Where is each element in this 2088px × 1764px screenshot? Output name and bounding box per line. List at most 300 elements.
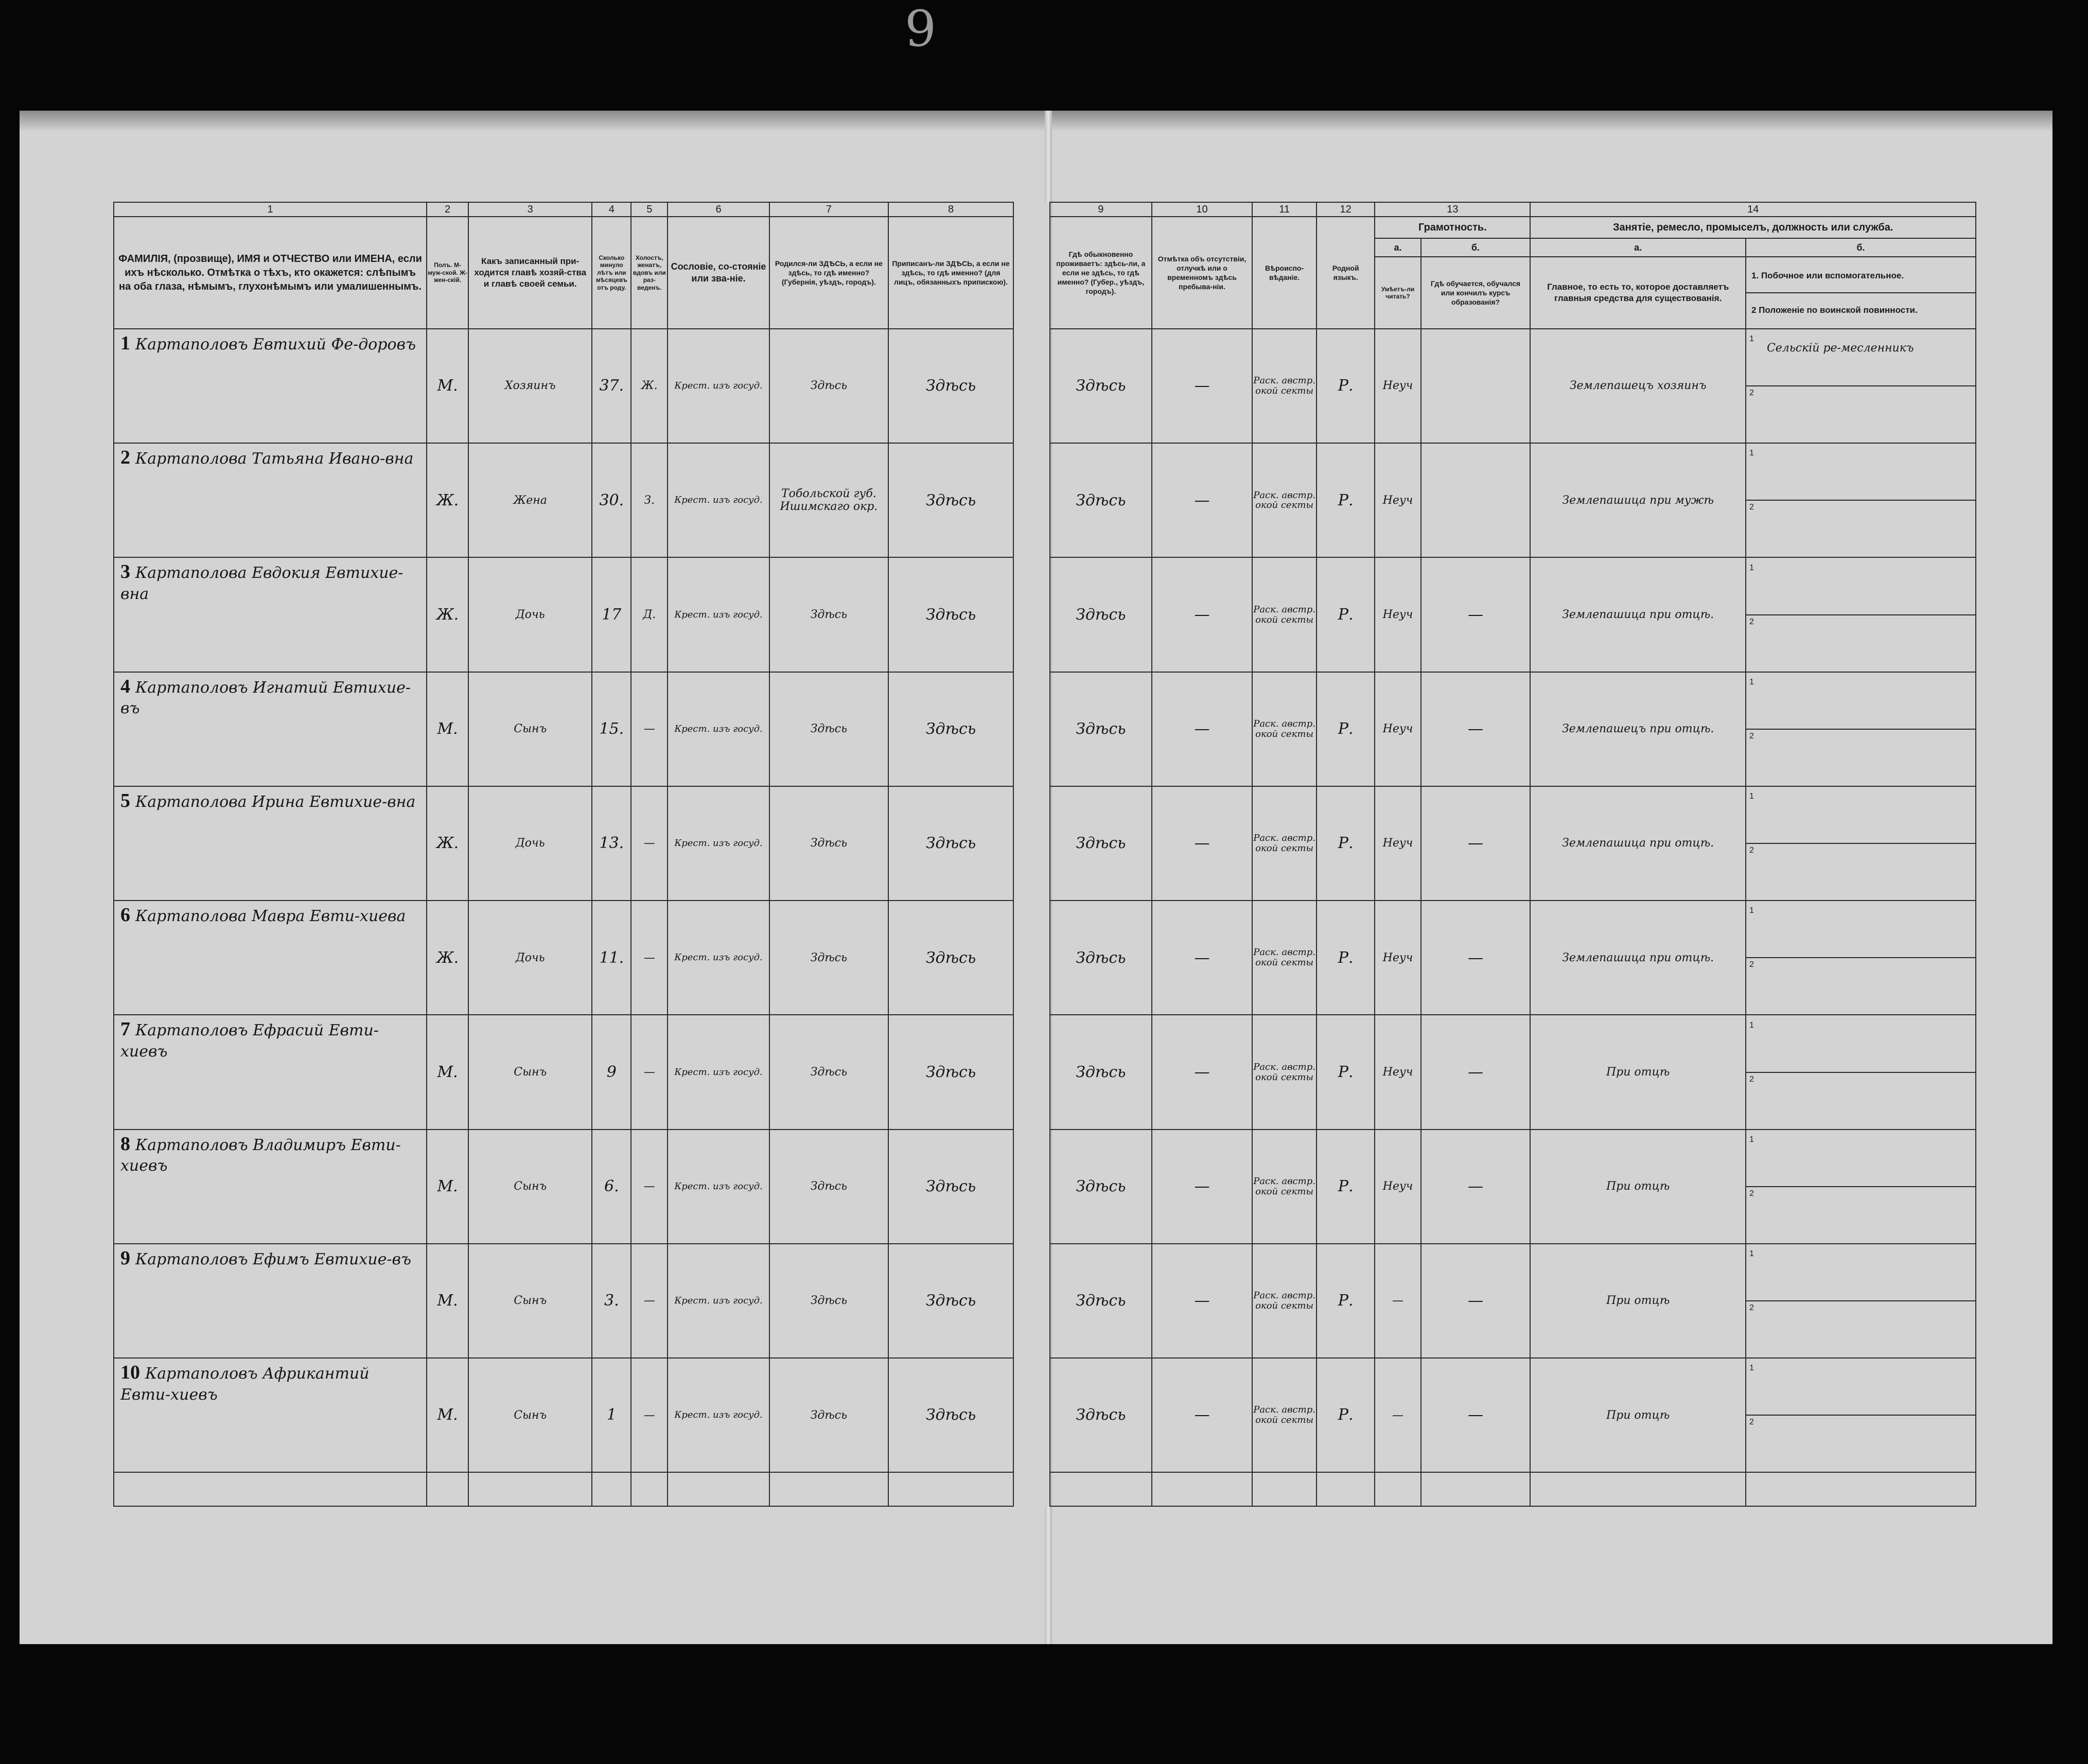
side-occupation-cell [1746, 1130, 1976, 1244]
row-number: 2 [120, 447, 130, 469]
colnum-6: 6 [668, 202, 769, 217]
birthplace-cell: Здѣсь [769, 1015, 888, 1129]
sex-cell: М. [427, 1244, 468, 1358]
table-row [114, 1130, 1976, 1244]
person-name-cell [114, 329, 427, 443]
row-number: 9 [120, 1247, 130, 1269]
side-occupation-cell [1746, 672, 1976, 786]
registered-at-cell: Здѣсь [888, 1358, 1013, 1472]
side-line-number: 1 [1749, 906, 1754, 915]
estate-cell: Крест. изъ госуд. [668, 1130, 769, 1244]
relation-cell: Сынъ [468, 1358, 592, 1472]
native-language-cell: Р. [1317, 443, 1375, 557]
residence-cell: Здѣсь [1050, 1358, 1152, 1472]
estate-cell: Крест. изъ госуд. [668, 1244, 769, 1358]
table-row [114, 1015, 1976, 1129]
side-line-number: 1 [1749, 449, 1754, 458]
registered-at-cell: Здѣсь [888, 1015, 1013, 1129]
residence-cell: Здѣсь [1050, 901, 1152, 1015]
age-cell: 17 [592, 557, 631, 672]
person-name: Картаполова Мавра Евти-хиева [135, 907, 406, 926]
side-line-number: 1 [1749, 792, 1754, 801]
side-line-number: 2 [1749, 1418, 1754, 1427]
empty-cell [114, 1472, 427, 1506]
absence-mark-cell: — [1152, 1130, 1253, 1244]
side-occupation-cell [1746, 786, 1976, 901]
can-read-cell: — [1375, 1244, 1420, 1358]
relation-cell: Дочь [468, 901, 592, 1015]
religion-cell: Раск. австр. окой секты [1252, 1358, 1317, 1472]
person-name: Картаполова Татьяна Ивано-вна [135, 450, 414, 468]
religion-cell: Раск. австр. окой секты [1252, 672, 1317, 786]
table-row [114, 557, 1976, 672]
empty-cell [631, 1472, 668, 1506]
side-line-1 [1746, 904, 1975, 958]
main-occupation-cell: Землепашецъ хозяинъ [1530, 329, 1746, 443]
header-name: ФАМИЛІЯ, (прозвище), ИМЯ и ОТЧЕСТВО или ИМЕНА, если ихъ нѣсколько. Отмѣтка о тѣхъ, кто окажется: слѣпымъ на оба глаза, нѣмымъ, глухонѣмымъ или умалишеннымъ. [114, 217, 427, 329]
marital-status-cell: — [631, 1015, 668, 1129]
header-side-occupation [1746, 257, 1976, 329]
person-name: Картаполовъ Африкантий Евти-хиевъ [120, 1365, 370, 1404]
fold-gap-cell [1013, 557, 1050, 672]
residence-cell: Здѣсь [1050, 1244, 1152, 1358]
person-name-cell [114, 443, 427, 557]
header-relation: Какъ записанный при-ходится главѣ хозяй-ства и главѣ своей семьи. [468, 217, 592, 329]
side-line-number: 1 [1749, 334, 1754, 344]
fold-gap-cell [1013, 786, 1050, 901]
header-resides: Гдѣ обыкновенно проживаетъ: здѣсь-ли, а если не здѣсь, то гдѣ именно? (Губер., уѣздъ, городъ). [1050, 217, 1152, 329]
native-language-cell: Р. [1317, 672, 1375, 786]
can-read-cell: — [1375, 1358, 1420, 1472]
registered-at-cell: Здѣсь [888, 901, 1013, 1015]
header-row-1 [114, 217, 1976, 238]
estate-cell: Крест. изъ госуд. [668, 557, 769, 672]
fold-gap-cell [1013, 1130, 1050, 1244]
empty-cell [468, 1472, 592, 1506]
side-line-number: 2 [1749, 617, 1754, 626]
fold-gap [1013, 202, 1050, 217]
side-occupation-cell [1746, 901, 1976, 1015]
fold-gap-cell [1013, 1015, 1050, 1129]
residence-cell: Здѣсь [1050, 672, 1152, 786]
side-line-2 [1746, 501, 1975, 554]
side-line-2 [1746, 1187, 1975, 1240]
empty-cell [1050, 1472, 1152, 1506]
main-occupation-cell: При отцѣ [1530, 1130, 1746, 1244]
side-line-number: 2 [1749, 503, 1754, 512]
main-occupation-cell: При отцѣ [1530, 1015, 1746, 1129]
table-row [114, 786, 1976, 901]
fold-gap-cell [1013, 672, 1050, 786]
registered-at-cell: Здѣсь [888, 786, 1013, 901]
sex-cell: М. [427, 329, 468, 443]
person-name-cell [114, 1358, 427, 1472]
empty-cell [888, 1472, 1013, 1506]
census-rows [114, 329, 1976, 1506]
age-cell: 37. [592, 329, 631, 443]
header-marital: Холостъ, женатъ, вдовъ или раз-веденъ. [631, 217, 668, 329]
side-line-1 [1746, 676, 1975, 730]
row-number: 8 [120, 1133, 130, 1155]
row-number: 10 [120, 1362, 140, 1384]
residence-cell: Здѣсь [1050, 786, 1152, 901]
side-line-number: 2 [1749, 960, 1754, 969]
main-occupation-cell: При отцѣ [1530, 1358, 1746, 1472]
native-language-cell: Р. [1317, 557, 1375, 672]
native-language-cell: Р. [1317, 1244, 1375, 1358]
bottom-empty-row [114, 1472, 1976, 1506]
person-name-cell [114, 1130, 427, 1244]
person-name: Картаполовъ Ефрасий Евти-хиевъ [120, 1021, 379, 1061]
person-name-cell [114, 901, 427, 1015]
residence-cell: Здѣсь [1050, 329, 1152, 443]
person-name: Картаполова Евдокия Евтихие-вна [120, 564, 403, 603]
sex-cell: М. [427, 1358, 468, 1472]
side-line-number: 2 [1749, 389, 1754, 398]
side-occupation-cell [1746, 329, 1976, 443]
sheet-top-shadow [20, 111, 2052, 131]
marital-status-cell: — [631, 1130, 668, 1244]
residence-cell: Здѣсь [1050, 443, 1152, 557]
side-line-2 [1746, 615, 1975, 668]
native-language-cell: Р. [1317, 786, 1375, 901]
can-read-cell: Неуч [1375, 672, 1420, 786]
fold-gap-cell [1013, 443, 1050, 557]
person-name-cell [114, 1015, 427, 1129]
marital-status-cell: — [631, 901, 668, 1015]
header-literacy-a-letter: а. [1375, 238, 1420, 257]
empty-cell [1375, 1472, 1420, 1506]
side-occupation-cell [1746, 1244, 1976, 1358]
header-born: Родился-ли ЗДѢСЬ, а если не здѣсь, то гдѣ именно? (Губернія, уѣздъ, городъ). [769, 217, 888, 329]
side-line-number: 2 [1749, 1074, 1754, 1084]
colnum-12: 12 [1317, 202, 1375, 217]
relation-cell: Сынъ [468, 1130, 592, 1244]
row-number: 1 [120, 332, 130, 354]
birthplace-cell: Здѣсь [769, 1130, 888, 1244]
can-read-cell: Неуч [1375, 786, 1420, 901]
registered-at-cell: Здѣсь [888, 557, 1013, 672]
colnum-10: 10 [1152, 202, 1253, 217]
side-line-2 [1746, 1416, 1975, 1469]
header-literacy-b-letter: б. [1421, 238, 1531, 257]
side-line-1 [1746, 1019, 1975, 1073]
header-side-1: 1. Побочное или вспомогательное. [1746, 258, 1975, 293]
colnum-13: 13 [1375, 202, 1530, 217]
birthplace-cell: Здѣсь [769, 1358, 888, 1472]
side-line-number: 1 [1749, 1364, 1754, 1373]
column-number-row [114, 202, 1976, 217]
relation-cell: Сынъ [468, 1244, 592, 1358]
native-language-cell: Р. [1317, 1358, 1375, 1472]
residence-cell: Здѣсь [1050, 557, 1152, 672]
colnum-8: 8 [888, 202, 1013, 217]
age-cell: 15. [592, 672, 631, 786]
row-number: 5 [120, 789, 130, 812]
education-cell: — [1421, 1244, 1531, 1358]
main-occupation-cell: Землепашица при отцѣ. [1530, 557, 1746, 672]
empty-cell [769, 1472, 888, 1506]
marital-status-cell: З. [631, 443, 668, 557]
side-line-2 [1746, 386, 1975, 439]
empty-cell [427, 1472, 468, 1506]
absence-mark-cell: — [1152, 329, 1253, 443]
side-line-number: 1 [1749, 563, 1754, 572]
colnum-11: 11 [1252, 202, 1317, 217]
side-line-number: 2 [1749, 846, 1754, 855]
header-main-occupation: Главное, то есть то, которое доставляетъ главныя средства для существованія. [1530, 257, 1746, 329]
side-line-number: 2 [1749, 731, 1754, 740]
empty-cell [668, 1472, 769, 1506]
side-line-1 [1746, 447, 1975, 501]
can-read-cell: Неуч [1375, 1130, 1420, 1244]
relation-cell: Дочь [468, 557, 592, 672]
can-read-cell: Неуч [1375, 443, 1420, 557]
education-cell: — [1421, 1130, 1531, 1244]
relation-cell: Дочь [468, 786, 592, 901]
absence-mark-cell: — [1152, 1015, 1253, 1129]
can-read-cell: Неуч [1375, 901, 1420, 1015]
side-line-1 [1746, 1133, 1975, 1187]
header-occupation-a-letter: а. [1530, 238, 1746, 257]
fold-gap-cell [1013, 1358, 1050, 1472]
colnum-3: 3 [468, 202, 592, 217]
relation-cell: Сынъ [468, 1015, 592, 1129]
side-line-value: Сельскій ре-месленникъ [1766, 342, 1914, 355]
sex-cell: Ж. [427, 557, 468, 672]
side-line-number: 1 [1749, 677, 1754, 686]
estate-cell: Крест. изъ госуд. [668, 329, 769, 443]
person-name: Картаполова Ирина Евтихие-вна [135, 792, 416, 811]
religion-cell: Раск. австр. окой секты [1252, 1244, 1317, 1358]
header-side-2: 2 Положеніе по воинской повинности. [1751, 305, 1918, 315]
side-occupation-cell [1746, 1015, 1976, 1129]
marital-status-cell: Ж. [631, 329, 668, 443]
birthplace-cell: Здѣсь [769, 557, 888, 672]
age-cell: 30. [592, 443, 631, 557]
main-occupation-cell: Землепашица при отцѣ. [1530, 901, 1746, 1015]
colnum-4: 4 [592, 202, 631, 217]
religion-cell: Раск. австр. окой секты [1252, 1015, 1317, 1129]
religion-cell: Раск. австр. окой секты [1252, 901, 1317, 1015]
can-read-cell: Неуч [1375, 329, 1420, 443]
residence-cell: Здѣсь [1050, 1015, 1152, 1129]
side-line-2 [1746, 844, 1975, 897]
header-religion: Вѣроиспо-вѣданіе. [1252, 217, 1317, 329]
registered-at-cell: Здѣсь [888, 672, 1013, 786]
age-cell: 13. [592, 786, 631, 901]
side-line-2 [1746, 1301, 1975, 1354]
education-cell: — [1421, 1358, 1531, 1472]
religion-cell: Раск. австр. окой секты [1252, 329, 1317, 443]
age-cell: 6. [592, 1130, 631, 1244]
table-row [114, 1244, 1976, 1358]
marital-status-cell: — [631, 786, 668, 901]
marital-status-cell: — [631, 1244, 668, 1358]
table-row [114, 443, 1976, 557]
row-number: 4 [120, 675, 130, 697]
education-cell: — [1421, 1015, 1531, 1129]
row-number: 3 [120, 561, 130, 583]
education-cell: — [1421, 786, 1531, 901]
empty-cell [1317, 1472, 1375, 1506]
person-name-cell [114, 1244, 427, 1358]
estate-cell: Крест. изъ госуд. [668, 1015, 769, 1129]
estate-cell: Крест. изъ госуд. [668, 1358, 769, 1472]
registered-at-cell: Здѣсь [888, 1130, 1013, 1244]
sex-cell: М. [427, 1015, 468, 1129]
side-line-2 [1746, 1073, 1975, 1126]
religion-cell: Раск. австр. окой секты [1252, 786, 1317, 901]
person-name: Картаполовъ Ефимъ Евтихие-въ [135, 1250, 412, 1268]
header-literacy-group: Грамотность. [1375, 217, 1530, 238]
colnum-5: 5 [631, 202, 668, 217]
religion-cell: Раск. австр. окой секты [1252, 1130, 1317, 1244]
main-occupation-cell: Землепашица при мужѣ [1530, 443, 1746, 557]
registered-at-cell: Здѣсь [888, 329, 1013, 443]
native-language-cell: Р. [1317, 329, 1375, 443]
header-occupation-group: Занятіе, ремесло, промыселъ, должность или служба. [1530, 217, 1976, 238]
page-number: 9 [905, 0, 937, 58]
person-name-cell [114, 672, 427, 786]
main-occupation-cell: Землепашецъ при отцѣ. [1530, 672, 1746, 786]
age-cell: 11. [592, 901, 631, 1015]
absence-mark-cell: — [1152, 443, 1253, 557]
estate-cell: Крест. изъ госуд. [668, 443, 769, 557]
person-name: Картаполовъ Игнатий Евтихие-въ [120, 678, 411, 718]
side-line-number: 1 [1749, 1020, 1754, 1030]
header-estate: Сословіе, со-стояніе или зва-ніе. [668, 217, 769, 329]
education-cell: — [1421, 557, 1531, 672]
residence-cell: Здѣсь [1050, 1130, 1152, 1244]
absence-mark-cell: — [1152, 557, 1253, 672]
religion-cell: Раск. австр. окой секты [1252, 443, 1317, 557]
header-sex: Полъ. М-муж-ской. Ж-жен-скій. [427, 217, 468, 329]
side-line-number: 2 [1749, 1189, 1754, 1198]
fold-gap-cell [1013, 329, 1050, 443]
estate-cell: Крест. изъ госуд. [668, 786, 769, 901]
birthplace-cell: Здѣсь [769, 1244, 888, 1358]
person-name-cell [114, 786, 427, 901]
marital-status-cell: — [631, 672, 668, 786]
side-line-number: 1 [1749, 1249, 1754, 1258]
header-language: Родной языкъ. [1317, 217, 1375, 329]
sex-cell: Ж. [427, 443, 468, 557]
marital-status-cell: Д. [631, 557, 668, 672]
header-absence: Отмѣтка объ отсутствіи, отлучкѣ или о временномъ здѣсь пребыва-ніи. [1152, 217, 1253, 329]
absence-mark-cell: — [1152, 672, 1253, 786]
header-registered: Приписанъ-ли ЗДѢСЬ, а если не здѣсь, то гдѣ именно? (для лицъ, обязанныхъ припискою). [888, 217, 1013, 329]
person-name-cell [114, 557, 427, 672]
person-name: Картаполовъ Евтихий Фе-доровъ [135, 336, 416, 354]
side-line-2 [1746, 958, 1975, 1011]
absence-mark-cell: — [1152, 1358, 1253, 1472]
education-cell [1421, 443, 1531, 557]
side-occupation-cell [1746, 1358, 1976, 1472]
side-line-1 [1746, 790, 1975, 844]
table-row [114, 1358, 1976, 1472]
census-table [113, 202, 1976, 1507]
birthplace-cell: Здѣсь [769, 329, 888, 443]
registered-at-cell: Здѣсь [888, 443, 1013, 557]
absence-mark-cell: — [1152, 901, 1253, 1015]
religion-cell: Раск. австр. окой секты [1252, 557, 1317, 672]
sex-cell: М. [427, 1130, 468, 1244]
estate-cell: Крест. изъ госуд. [668, 672, 769, 786]
header-can-read: Умѣетъ-ли читать? [1375, 257, 1420, 329]
side-line-number: 1 [1749, 1135, 1754, 1144]
education-cell: — [1421, 901, 1531, 1015]
sex-cell: М. [427, 672, 468, 786]
side-line-1 [1746, 1247, 1975, 1301]
age-cell: 9 [592, 1015, 631, 1129]
education-cell: — [1421, 672, 1531, 786]
side-occupation-cell [1746, 557, 1976, 672]
sex-cell: Ж. [427, 786, 468, 901]
relation-cell: Хозяинъ [468, 329, 592, 443]
age-cell: 1 [592, 1358, 631, 1472]
native-language-cell: Р. [1317, 1130, 1375, 1244]
registered-at-cell: Здѣсь [888, 1244, 1013, 1358]
birthplace-cell: Здѣсь [769, 786, 888, 901]
colnum-7: 7 [769, 202, 888, 217]
empty-cell [1530, 1472, 1746, 1506]
table-row [114, 672, 1976, 786]
header-occupation-b-letter: б. [1746, 238, 1976, 257]
empty-cell [1746, 1472, 1976, 1506]
empty-cell [1252, 1472, 1317, 1506]
fold-gap-cell [1013, 1244, 1050, 1358]
birthplace-cell: Здѣсь [769, 672, 888, 786]
side-line-1 [1746, 561, 1975, 615]
colnum-14: 14 [1530, 202, 1976, 217]
birthplace-cell: Тобольской губ. Ишимскаго окр. [769, 443, 888, 557]
empty-cell [592, 1472, 631, 1506]
table-row [114, 901, 1976, 1015]
colnum-1: 1 [114, 202, 427, 217]
side-line-number: 2 [1749, 1303, 1754, 1312]
sex-cell: Ж. [427, 901, 468, 1015]
birthplace-cell: Здѣсь [769, 901, 888, 1015]
side-line-1 [1746, 332, 1975, 386]
education-cell [1421, 329, 1531, 443]
empty-cell [1152, 1472, 1253, 1506]
fold-gap-cell [1013, 901, 1050, 1015]
side-line-2 [1746, 730, 1975, 783]
native-language-cell: Р. [1317, 1015, 1375, 1129]
relation-cell: Сынъ [468, 672, 592, 786]
empty-cell [1013, 1472, 1050, 1506]
can-read-cell: Неуч [1375, 1015, 1420, 1129]
fold-gap [1013, 217, 1050, 329]
absence-mark-cell: — [1152, 786, 1253, 901]
relation-cell: Жена [468, 443, 592, 557]
header-education: Гдѣ обучается, обучался или кончилъ курсъ образованія? [1421, 257, 1531, 329]
age-cell: 3. [592, 1244, 631, 1358]
estate-cell: Крест. изъ госуд. [668, 901, 769, 1015]
table-row [114, 329, 1976, 443]
side-occupation-cell [1746, 443, 1976, 557]
empty-cell [1421, 1472, 1531, 1506]
side-line-1 [1746, 1362, 1975, 1416]
row-number: 6 [120, 904, 130, 926]
colnum-2: 2 [427, 202, 468, 217]
native-language-cell: Р. [1317, 901, 1375, 1015]
person-name: Картаполовъ Владимиръ Евти-хиевъ [120, 1136, 401, 1175]
main-occupation-cell: Землепашица при отцѣ. [1530, 786, 1746, 901]
absence-mark-cell: — [1152, 1244, 1253, 1358]
main-occupation-cell: При отцѣ [1530, 1244, 1746, 1358]
